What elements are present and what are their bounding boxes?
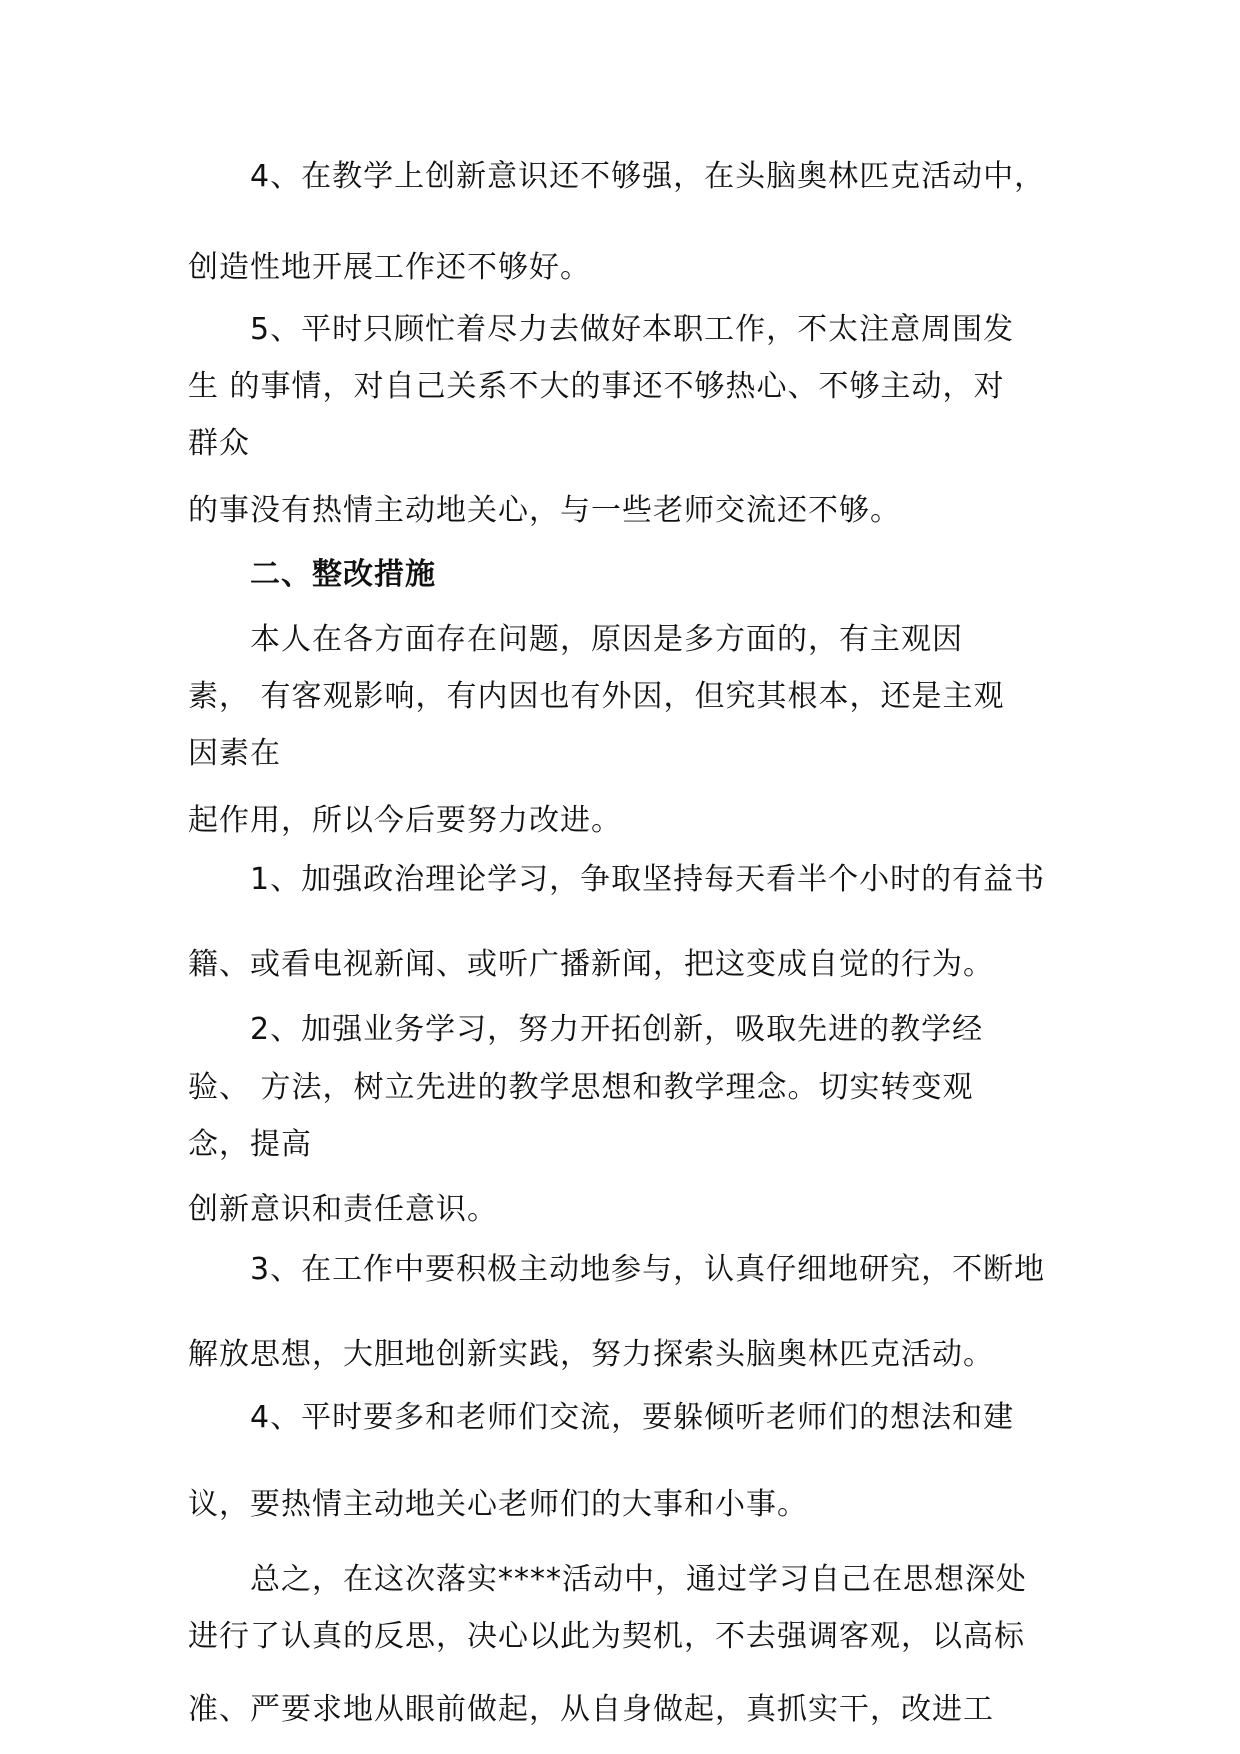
text-line: 进行了认真的反思，决心以此为契机，不去强调客观，以高标 [188,1619,1025,1654]
text-line: 总之，在这次落实****活动中，通过学习自己在思想深处 [250,1562,1027,1597]
section-heading: 二、整改措施 [250,557,436,592]
text-line: 的事没有热情主动地关心，与一些老师交流还不够。 [188,493,901,528]
text-line: 群众 [188,426,250,461]
text-line: 念，提高 [188,1127,312,1162]
text-line: 籍、或看电视新闻、或听广播新闻，把这变成自觉的行为。 [188,947,994,982]
text-line: 议，要热情主动地关心老师们的大事和小事。 [188,1487,808,1522]
text-line: 5、平时只顾忙着尽力去做好本职工作，不太注意周围发 [250,312,1015,347]
text-line: 准、严要求地从眼前做起，从自身做起，真抓实干，改进工 [188,1692,994,1727]
text-line: 验、 方法，树立先进的教学思想和教学理念。切实转变观 [188,1070,974,1105]
text-line: 生 的事情，对自己关系不大的事还不够热心、不够主动，对 [188,369,1005,404]
text-line: 起作用，所以今后要努力改进。 [188,803,622,838]
text-line: 本人在各方面存在问题，原因是多方面的，有主观因 [250,622,963,657]
text-line: 素， 有客观影响，有内因也有外因，但究其根本，还是主观 [188,679,1005,714]
text-line: 4、平时要多和老师们交流，要躲倾听老师们的想法和建 [250,1400,1015,1435]
text-line: 2、加强业务学习，努力开拓创新，吸取先进的教学经 [250,1012,984,1047]
text-line: 解放思想，大胆地创新实践，努力探索头脑奥林匹克活动。 [188,1337,994,1372]
text-line: 1、加强政治理论学习，争取坚持每天看半个小时的有益书 [250,862,1046,897]
text-line: 3、在工作中要积极主动地参与，认真仔细地研究，不断地 [250,1252,1046,1287]
text-line: 因素在 [188,736,281,771]
text-line: 4、在教学上创新意识还不够强，在头脑奥林匹克活动中， [250,159,1046,194]
text-line: 创造性地开展工作还不够好。 [188,250,591,285]
text-line: 创新意识和责任意识。 [188,1192,498,1227]
